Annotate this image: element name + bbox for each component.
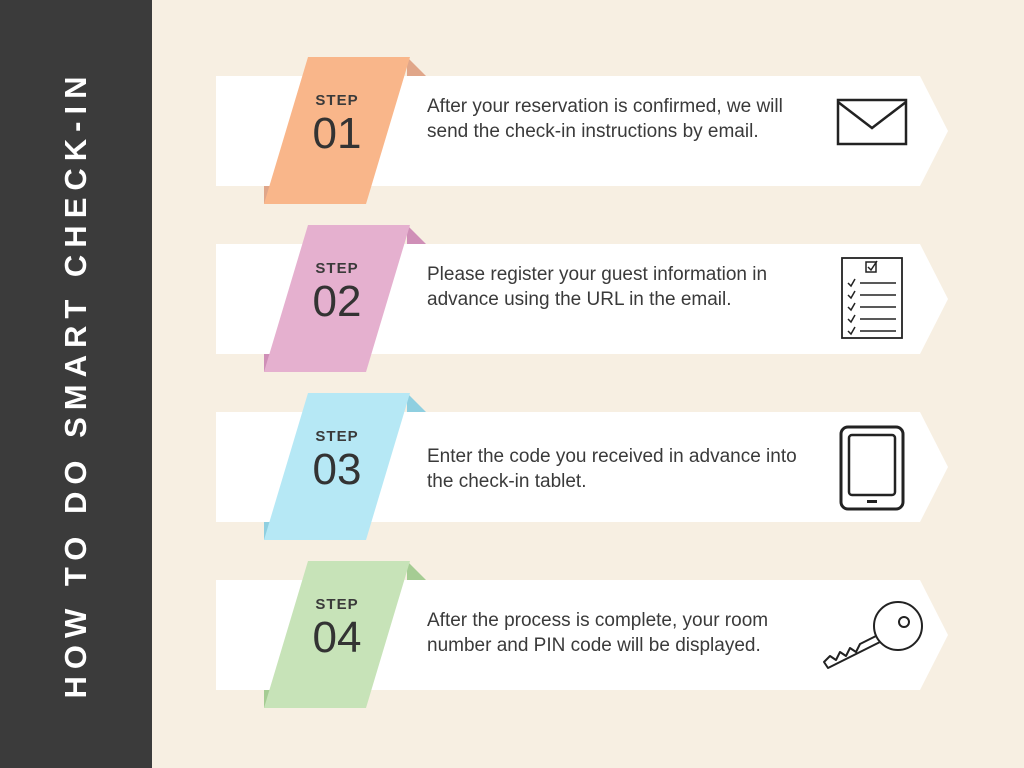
page-title: HOW TO DO SMART CHECK-IN [58, 69, 93, 699]
step-3-label: STEP [315, 428, 359, 445]
step-2-text: Please register your guest information in advance using the URL in the email. [427, 264, 768, 310]
step-4-card [212, 558, 952, 714]
step-2-number: 02 [312, 277, 362, 326]
tablet-icon [838, 424, 908, 514]
step-1-number: 01 [312, 109, 362, 158]
step-3-text: Enter the code you received in advance into the check-in tablet. [427, 446, 797, 492]
step-1-text: After your reservation is confirmed, we will send the check-in instructions by email. [427, 96, 783, 142]
step-2-card [212, 222, 952, 378]
step-1-label: STEP [315, 92, 359, 109]
sidebar [0, 0, 152, 768]
checklist-icon [840, 256, 906, 342]
step-4-number: 04 [312, 613, 362, 662]
step-3-number: 03 [312, 445, 362, 494]
key-icon [818, 598, 928, 678]
step-2-label: STEP [315, 260, 359, 277]
step-4-text: After the process is complete, your room number and PIN code will be displayed. [427, 610, 769, 656]
step-1-card [212, 54, 952, 210]
step-4-label: STEP [315, 596, 359, 613]
step-3-card [212, 390, 952, 546]
envelope-icon [836, 98, 912, 148]
